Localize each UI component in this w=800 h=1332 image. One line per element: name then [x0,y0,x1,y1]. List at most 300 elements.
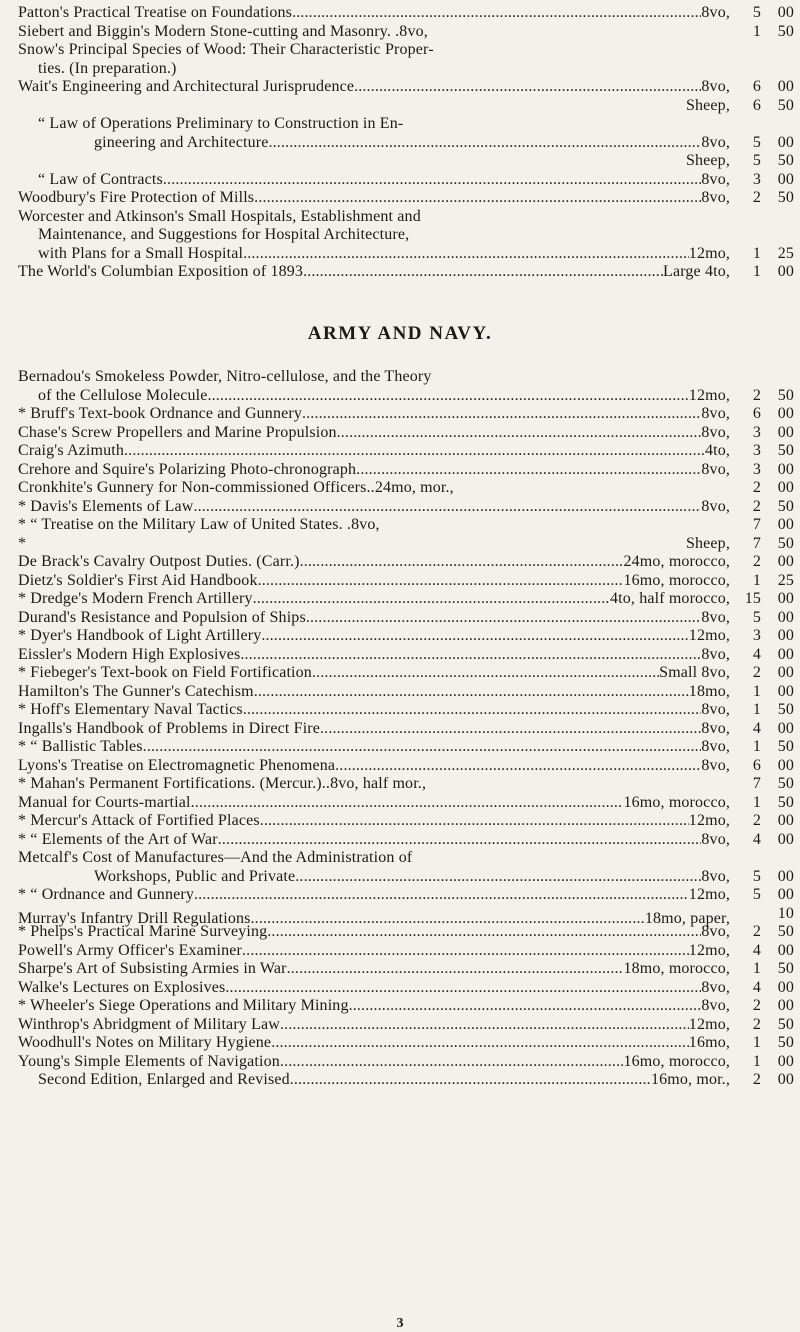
entry-format: 16mo, morocco, [623,793,730,811]
entry-title: * Mahan's Permanent Fortifications. (Mercur.)..8vo, half mor., [18,775,427,792]
leader-dots [194,886,689,905]
leader-dots [207,387,688,406]
catalogue-entry [18,97,794,116]
leader-dots [254,683,689,702]
entry-title: * “ Elements of the Art of War [18,830,218,848]
entry-price [730,923,794,942]
leader-dots [260,812,689,831]
entry-price [730,1016,794,1035]
entry-price [730,664,794,683]
price-cents: 00 [777,516,794,533]
catalogue-entry [18,387,794,406]
price-dollars: 5 [752,133,761,151]
sheep-binding-label: Sheep, [685,534,730,552]
entry-format: 8vo, [701,78,730,95]
price-cents: 50 [777,960,794,977]
leader-dots [320,720,701,739]
price-cents: 00 [777,479,794,496]
catalogue-entry [18,738,794,757]
entry-title: Metcalf's Cost of Manufactures—And the Administration of [18,849,413,866]
leader-dots [292,4,701,23]
catalogue-entry [18,979,794,998]
entry-price [730,831,794,850]
entry-title: * “ Ordnance and Gunnery [18,886,194,903]
leader-dots [290,1071,651,1090]
price-dollars: 1 [752,738,761,755]
price-dollars: 5 [752,4,761,21]
price-cents: 00 [777,553,794,570]
price-cents: 50 [777,386,794,404]
price-cents: 00 [777,664,794,681]
price-dollars: 6 [752,756,761,774]
page-number: 3 [396,1316,404,1331]
entry-price [730,189,794,208]
entry-title: Snow's Principal Species of Wood: Their Characteristic Proper- [18,41,434,58]
price-dollars: 3 [752,627,761,644]
entry-price [730,498,794,517]
catalogue-entry [18,41,794,60]
entry-title: gineering and Architecture [94,133,269,151]
entry-title: * Hoff's Elementary Naval Tactics [18,701,243,718]
entry-title: * Wheeler's Siege Operations and Military Mining [18,997,349,1014]
entry-price [730,1034,794,1053]
entry-price [730,812,794,831]
leader-dots [306,609,702,628]
entry-price [730,1071,794,1090]
price-dollars: 4 [752,830,761,848]
entry-format: 8vo, [701,423,730,441]
price-dollars: 2 [752,1015,761,1033]
price-cents: 50 [777,793,794,811]
entry-title: Sharpe's Art of Subsisting Armies in War [18,960,287,977]
leader-dots [124,442,705,461]
leader-dots [356,461,701,480]
price-cents: 00 [777,978,794,996]
entry-title: Lyons's Treatise on Electromagnetic Phenomena [18,756,336,774]
entry-price [730,553,794,572]
entry-title: * “ Ballistic Tables [18,738,143,755]
leader-dots [295,868,701,887]
entry-format: 8vo, [701,997,730,1014]
entry-price [730,590,794,609]
catalogue-entry [18,134,794,153]
price-dollars: 3 [752,170,761,188]
entry-title: Maintenance, and Suggestions for Hospital Architecture, [38,226,410,243]
entry-format: 8vo, [701,189,730,206]
entry-title: Siebert and Biggin's Modern Stone-cutting and Masonry. .8vo, [18,22,428,40]
price-dollars: 5 [752,608,761,626]
entry-title: Cronkhite's Gunnery for Non-commissioned Officers..24mo, mor., [18,479,454,496]
leader-dots [240,646,701,665]
entry-format: 12mo, [688,244,730,262]
catalogue-entry [18,553,794,572]
entry-title: “ Law of Operations Preliminary to Construction in En- [38,115,404,132]
price-cents: 50 [777,152,794,169]
catalogue-entry [18,646,794,665]
price-dollars: 5 [752,152,761,169]
entry-format: 12mo, [688,886,730,903]
catalogue-entry [18,1034,794,1053]
price-cents: 00 [777,812,794,829]
entry-format: 12mo, [688,1015,730,1033]
price-dollars: 2 [752,189,761,206]
catalogue-entry [18,720,794,739]
catalogue-entry [18,664,794,683]
entry-price [730,960,794,979]
army-navy-list [18,368,794,1090]
leader-dots [242,942,689,961]
entry-price [730,794,794,813]
entry-title: Craig's Azimuth [18,442,125,459]
catalogue-entry [18,701,794,720]
price-dollars: 4 [752,719,761,737]
price-dollars: 7 [752,516,761,533]
entry-price [730,979,794,998]
leader-dots [335,757,701,776]
entry-price [730,387,794,406]
entry-title: Manual for Courts-martial [18,793,191,811]
entry-title: Murray's Infantry Drill Regulations [18,910,251,927]
entry-format: 18mo, paper, [644,910,730,927]
entry-format: 12mo, [688,386,730,404]
price-cents: 50 [777,923,794,940]
entry-format: 8vo, [701,645,730,663]
entry-format: 16mo, morocco, [623,1052,730,1070]
entry-price [730,171,794,190]
entry-format: 8vo, [701,701,730,718]
entry-format: 16mo, [688,1034,730,1051]
price-cents: 50 [777,22,794,40]
entry-title: De Brack's Cavalry Outpost Duties. (Carr.) [18,553,300,570]
price-cents: 00 [777,4,794,21]
catalogue-entry [18,590,794,609]
price-dollars: 1 [752,682,761,700]
catalogue-entry [18,152,794,171]
entry-price [730,997,794,1016]
price-dollars: 3 [752,442,761,459]
leader-dots [337,424,702,443]
entry-price [730,245,794,264]
catalogue-entry [18,479,794,498]
entry-title: Workshops, Public and Private [94,867,296,885]
catalogue-entry [18,886,794,905]
entry-price [730,535,794,554]
leader-dots [354,78,701,97]
price-dollars: 1 [752,263,761,280]
price-dollars: 1 [752,1034,761,1051]
price-cents: 00 [777,405,794,422]
price-dollars: 1 [752,701,761,718]
leader-dots [243,245,689,264]
entry-price [730,775,794,794]
entry-format: 12mo, [688,627,730,644]
catalogue-entry [18,115,794,134]
price-cents: 10 [777,904,794,922]
entry-title: Chase's Screw Propellers and Marine Propulsion [18,423,337,441]
entry-price [730,78,794,97]
entry-title: * Phelps's Practical Marine Surveying [18,923,268,940]
leader-dots [253,590,610,609]
entry-format: 24mo, morocco, [623,553,730,570]
entry-format: 8vo, [701,719,730,737]
entry-format: 8vo, [701,133,730,151]
price-cents: 50 [777,497,794,515]
leader-dots [225,979,701,998]
price-cents: 00 [777,1052,794,1070]
entry-price [730,701,794,720]
entry-title: Durand's Resistance and Populsion of Ships [18,608,306,626]
leader-dots [193,498,701,517]
entry-title: Young's Simple Elements of Navigation [18,1052,280,1070]
catalogue-entry [18,831,794,850]
entry-title: * Dyer's Handbook of Light Artillery [18,627,262,644]
entry-title: Woodhull's Notes on Military Hygiene [18,1034,272,1051]
price-cents: 00 [777,645,794,663]
price-dollars: 3 [752,460,761,478]
leader-dots [303,263,663,282]
price-dollars: 4 [752,941,761,959]
entry-price [730,646,794,665]
price-cents: 50 [777,534,794,552]
entry-title: The World's Columbian Exposition of 1893 [18,263,304,280]
leader-dots [312,664,659,683]
price-cents: 00 [777,1071,794,1088]
entry-title: Eissler's Modern High Explosives [18,645,241,663]
price-dollars [737,905,761,924]
entry-title: * [18,534,27,552]
catalogue-entry [18,368,794,387]
price-cents: 50 [777,189,794,206]
entry-price [730,757,794,776]
catalogue-entry [18,923,794,942]
entry-format: 4to, [704,442,730,459]
catalogue-entry [18,226,794,245]
leader-dots [300,553,624,572]
entry-format: 12mo, [688,812,730,829]
price-cents: 50 [777,738,794,755]
entry-format: 4to, half morocco, [610,590,730,607]
leader-dots [143,738,702,757]
price-dollars: 7 [752,534,761,552]
price-cents: 00 [777,830,794,848]
leader-dots [280,1016,689,1035]
entry-title: Patton's Practical Treatise on Foundations [18,4,293,21]
price-cents: 50 [777,1034,794,1051]
entry-price [730,627,794,646]
price-dollars: 6 [752,96,761,114]
entry-price [730,905,794,924]
entry-title: * Mercur's Attack of Fortified Places [18,812,260,829]
entry-title: Sheep, [685,152,730,169]
price-dollars: 5 [752,886,761,903]
price-cents: 00 [777,460,794,478]
entry-title: “ Law of Contracts [38,170,163,188]
catalogue-entry [18,424,794,443]
entry-title: Dietz's Soldier's First Aid Handbook [18,571,258,589]
entry-price [730,886,794,905]
price-cents: 50 [777,701,794,718]
price-dollars: 6 [752,405,761,422]
leader-dots [287,960,624,979]
catalogue-entry [18,1071,794,1090]
entry-format: 12mo, [688,941,730,959]
catalogue-entry [18,775,794,794]
price-dollars: 1 [752,1052,761,1070]
catalogue-entry [18,171,794,190]
price-cents: 00 [777,997,794,1014]
price-cents: 25 [777,571,794,589]
price-cents: 00 [777,886,794,903]
price-dollars: 4 [752,978,761,996]
price-cents: 00 [777,941,794,959]
catalogue-entry [18,794,794,813]
catalogue-entry [18,78,794,97]
entry-price [730,609,794,628]
catalogue-entry [18,4,794,23]
entry-format: 8vo, [701,4,730,21]
price-dollars: 2 [752,997,761,1014]
price-cents: 00 [777,719,794,737]
catalogue-entry [18,498,794,517]
leader-dots [191,794,624,813]
entry-format: 8vo, [701,608,730,626]
entry-format: 8vo, [701,830,730,848]
entry-title: Second Edition, Enlarged and Revised [38,1071,290,1088]
entry-title: * Davis's Elements of Law [18,497,194,515]
leader-dots [163,171,702,190]
entry-format: 18mo, morocco, [623,960,730,977]
entry-format: 8vo, [701,170,730,188]
leader-dots [258,572,624,591]
entry-price [730,4,794,23]
price-dollars: 2 [752,812,761,829]
leader-dots [243,701,702,720]
entry-price [730,23,794,42]
catalogue-entry [18,868,794,887]
price-dollars: 7 [752,775,761,792]
price-cents: 00 [777,423,794,441]
price-cents: 00 [777,682,794,700]
price-dollars: 1 [752,22,761,40]
price-dollars: 6 [752,78,761,95]
price-dollars: 3 [752,423,761,441]
leader-dots [280,1053,624,1072]
catalogue-entry [18,60,794,79]
entry-title: of the Cellulose Molecule [38,386,208,404]
entry-price [730,152,794,171]
price-dollars: 2 [752,386,761,404]
catalogue-entry [18,245,794,264]
entry-title: Bernadou's Smokeless Powder, Nitro-cellulose, and the Theory [18,368,432,385]
entry-title: Powell's Army Officer's Examiner [18,941,243,959]
leader-dots [267,923,701,942]
entry-format: 8vo, [701,756,730,774]
entry-title: Sheep, [685,96,730,114]
entry-price [730,683,794,702]
price-dollars: 2 [752,923,761,940]
catalogue-entry [18,535,794,554]
entry-price [730,424,794,443]
entry-price [730,479,794,498]
price-cents: 50 [777,1015,794,1033]
leader-dots [269,134,702,153]
price-dollars: 4 [752,645,761,663]
catalogue-entry [18,189,794,208]
leader-dots [254,189,701,208]
price-dollars: 2 [752,497,761,515]
catalogue-entry [18,405,794,424]
entry-price [730,1053,794,1072]
catalogue-entry [18,442,794,461]
entry-format: 8vo, [701,978,730,996]
price-cents: 00 [777,867,794,885]
price-cents: 00 [777,627,794,644]
entry-format: 8vo, [701,460,730,478]
catalogue-entry [18,627,794,646]
entry-format: 8vo, [701,497,730,515]
entry-format: 8vo, [701,405,730,422]
entry-price [730,405,794,424]
entry-price [730,97,794,116]
entry-price [730,720,794,739]
catalogue-entry [18,572,794,591]
entry-format: Small 8vo, [659,664,730,681]
price-cents: 00 [777,78,794,95]
entry-title: * Bruff's Text-book Ordnance and Gunnery [18,405,302,422]
entry-price [730,442,794,461]
entry-title: Walke's Lectures on Explosives [18,978,226,996]
price-dollars: 5 [752,867,761,885]
section-heading: ARMY AND NAVY. [307,323,493,344]
entry-format: Large 4to, [663,263,730,280]
price-cents: 00 [777,756,794,774]
leader-dots [261,627,688,646]
price-cents: 00 [777,590,794,607]
price-dollars: 2 [752,553,761,570]
catalogue-entry [18,23,794,42]
leader-dots [302,405,701,424]
catalogue-entry [18,812,794,831]
entry-price [730,738,794,757]
catalogue-entry [18,757,794,776]
leader-dots [218,831,702,850]
catalogue-entry [18,683,794,702]
price-cents: 50 [777,442,794,459]
price-dollars: 2 [752,1071,761,1088]
catalogue-entry [18,263,794,282]
catalogue-entry [18,997,794,1016]
price-cents: 50 [777,96,794,114]
catalogue-entry [18,208,794,227]
leader-dots [349,997,702,1016]
entry-price [730,134,794,153]
catalogue-entry [18,1016,794,1035]
catalogue-entry [18,609,794,628]
entry-title: * Dredge's Modern French Artillery [18,590,253,607]
price-cents: 00 [777,608,794,626]
catalogue-entry [18,960,794,979]
price-dollars: 15 [744,590,761,607]
entry-title: Hamilton's The Gunner's Catechism [18,682,254,700]
entry-format: 8vo, [701,867,730,885]
entry-title: Crehore and Squire's Polarizing Photo-chronograph [18,460,357,478]
catalogue-entry [18,849,794,868]
price-dollars: 2 [752,479,761,496]
entry-title: Woodbury's Fire Protection of Mills [18,189,255,206]
entry-price [730,572,794,591]
entry-title: * “ Treatise on the Military Law of United States. .8vo, [18,516,380,533]
entry-title: Wait's Engineering and Architectural Jurisprudence [18,78,355,95]
